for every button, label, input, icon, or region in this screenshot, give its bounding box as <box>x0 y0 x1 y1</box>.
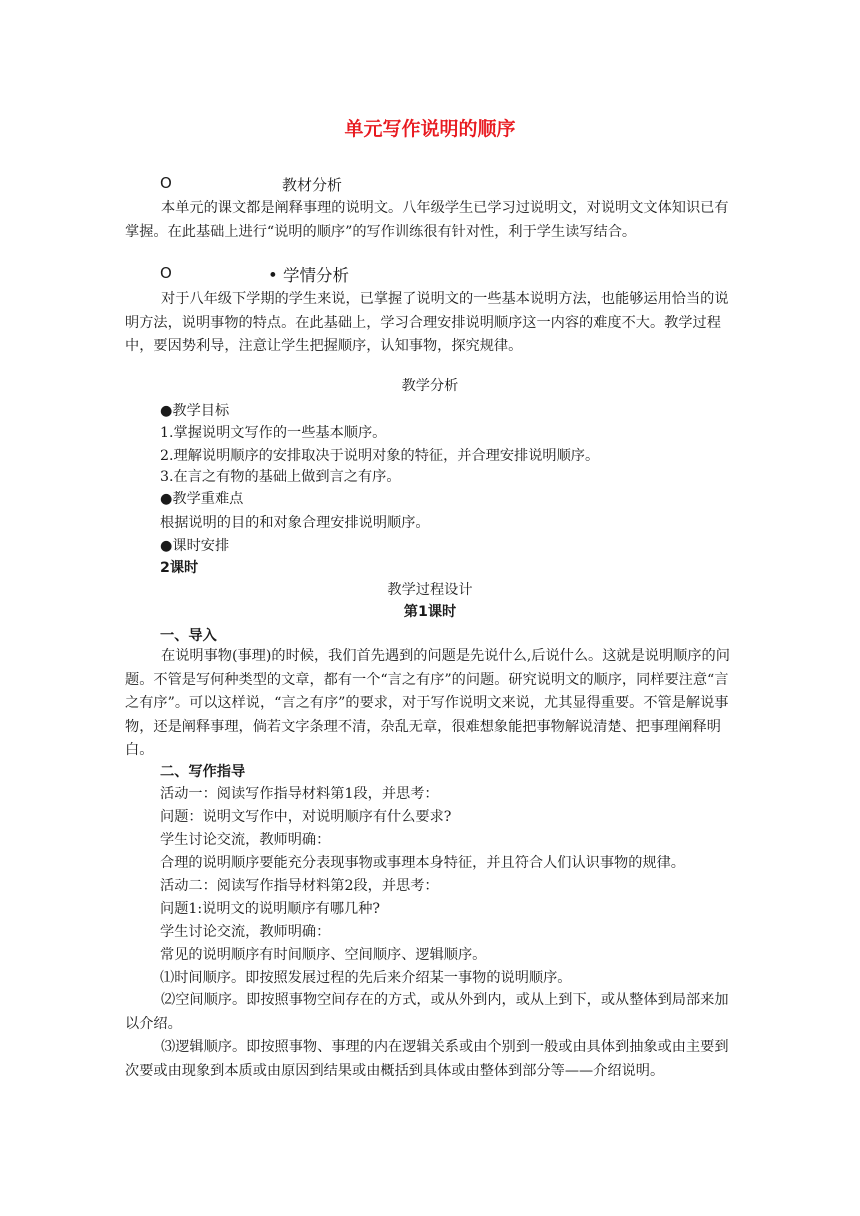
paragraph-space-order: ⑵空间顺序。即按照事物空间存在的方式，或从外到内，或从上到下，或从整体到局部来加以介绍。 <box>125 992 729 1032</box>
class-schedule: 2课时 <box>160 560 199 576</box>
guidance-line: 问题1:说明文的说明顺序有哪几种? <box>160 901 381 917</box>
paragraph-introduction: 在说明事物(事理)的时候，我们首先遇到的问题是先说什么,后说什么。这就是说明顺序的问题。不管是写何种类型的文章，都有一个“言之有序”的问题。研究说明文的顺序，同样要注意“言之有序”。可以这样说，“言之有序”的要求，对于写作说明文来说，尤其显得重要。不管是解说事物，还是阐释事理，倘若文字条理不清，杂乱无章，很难想象能把事物解说清楚、把事理阐释明白。 <box>125 648 730 758</box>
paragraph-textbook-analysis: 本单元的课文都是阐释事理的说明文。八年级学生已学习过说明文，对说明文文体知识已有掌握。在此基础上进行“说明的顺序”的写作训练很有针对性，利于学生读写结合。 <box>125 200 729 240</box>
label-teaching-goals: ●教学目标 <box>160 403 230 419</box>
section-marker: O <box>160 174 172 192</box>
guidance-line: 活动一：阅读写作指导材料第1段，并思考： <box>160 786 439 802</box>
guidance-line: 常见的说明顺序有时间顺序、空间顺序、逻辑顺序。 <box>160 947 487 963</box>
goal-item: 2.理解说明顺序的安排取决于说明对象的特征，并合理安排说明顺序。 <box>160 448 600 464</box>
label-class-schedule: ●课时安排 <box>160 538 230 554</box>
part-heading-writing-guidance: 二、写作指导 <box>160 764 246 780</box>
teaching-difficulty: 根据说明的目的和对象合理安排说明顺序。 <box>160 515 430 531</box>
section-heading-student-analysis: • 学情分析 <box>268 266 349 285</box>
guidance-line: 活动二：阅读写作指导材料第2段，并思考： <box>160 878 439 894</box>
paragraph-logic-order: ⑶逻辑顺序。即按照事物、事理的内在逻辑关系或由个别到一般或由具体到抽象或由主要到次要或由现象到本质或由原因到结果或由概括到具体或由整体到部分等——介绍说明。 <box>125 1039 729 1079</box>
paragraph-student-analysis: 对于八年级下学期的学生来说，已掌握了说明文的一些基本说明方法，也能够运用恰当的说明方法，说明事物的特点。在此基础上，学习合理安排说明顺序这一内容的难度不大。教学过程中，要因势利导，注意让学生把握顺序，认知事物，探究规律。 <box>125 291 729 354</box>
document-title: 单元写作说明的顺序 <box>344 118 516 140</box>
heading-teaching-analysis: 教学分析 <box>401 378 459 394</box>
section-marker: O <box>160 264 172 282</box>
section-heading-textbook-analysis: 教材分析 <box>282 176 343 194</box>
goal-item: 1.掌握说明文写作的一些基本顺序。 <box>160 425 387 441</box>
label-teaching-difficulty: ●教学重难点 <box>160 491 244 507</box>
guidance-line: 问题：说明文写作中，对说明顺序有什么要求? <box>160 809 452 825</box>
guidance-line: 学生讨论交流，教师明确： <box>160 924 331 940</box>
part-heading-introduction: 一、导入 <box>160 628 217 644</box>
guidance-line: ⑴时间顺序。即按照发展过程的先后来介绍某一事物的说明顺序。 <box>160 970 572 986</box>
heading-process-design: 教学过程设计 <box>387 582 473 598</box>
guidance-line: 学生讨论交流，教师明确： <box>160 832 331 848</box>
guidance-line: 合理的说明顺序要能充分表现事物或事理本身特征，并且符合人们认识事物的规律。 <box>160 855 685 871</box>
goal-item: 3.在言之有物的基础上做到言之有序。 <box>160 469 401 485</box>
lesson-heading: 第1课时 <box>403 604 457 620</box>
